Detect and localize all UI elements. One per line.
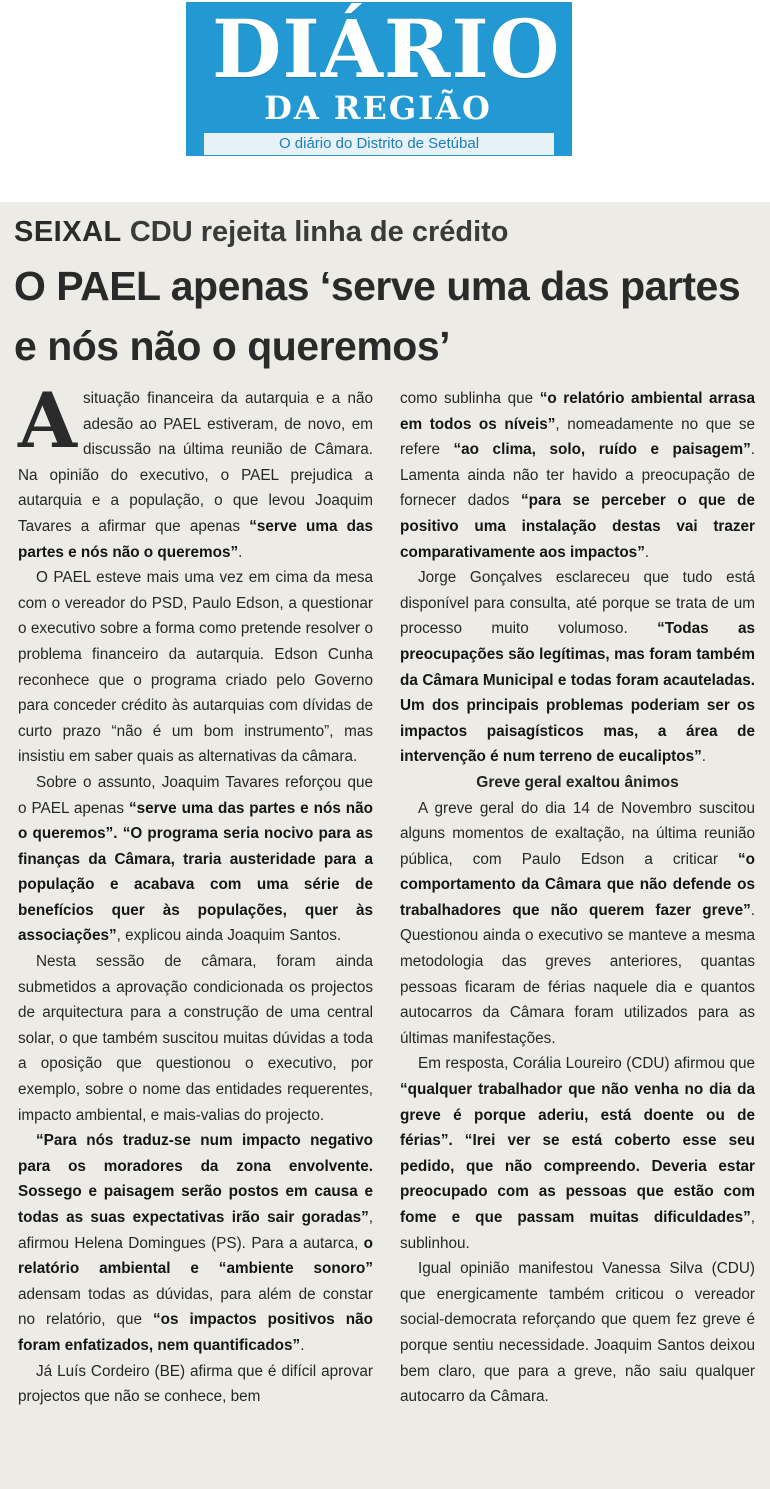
section-subhead: Greve geral exaltou ânimos	[476, 773, 679, 791]
paragraph: Asituação financeira da autarquia e a não adesão ao PAEL estiveram, de novo, em discussão na última reunião de Câmara. Na opinião do executivo, o PAEL prejudica a autarquia e a população, o que levou Joaquim Tavares a afirmar que apenas “serve uma das partes e nós não o queremos”.	[18, 376, 373, 561]
paragraph: Nesta sessão de câmara, foram ainda submetidos a aprovação condicionada os projectos de arquitectura para a construção de uma central solar, o que também suscitou muitas dúvidas a toda a oposição que questionou o executivo, por exemplo, sobre o nome das entidades requerentes, impacto ambiental, e mais-valias do projecto.	[18, 953, 373, 1124]
article-column-right	[400, 386, 755, 1410]
paragraph: como sublinha que “o relatório ambiental arrasa em todos os níveis”, nomeadamente no que se refere “ao clima, solo, ruído e paisagem”. Lamenta ainda não ter havido a preocupação de fornecer dados “para se perceber o que de positivo uma instalação destas vai trazer comparativamente aos impactos”.	[400, 390, 756, 561]
paragraph: Jorge Gonçalves esclareceu que tudo está disponível para consulta, até porque se trata de um processo muito volumoso. “Todas as preocupações são legítimas, mas foram também da Câmara Municipal e todas foram acauteladas. Um dos principais problemas poderiam ser os impactos paisagísticos mas, a área de intervenção é num terreno de eucaliptos”.	[400, 569, 755, 766]
logo-title-bottom: DA REGIÃO	[264, 89, 492, 127]
article-clipping	[0, 202, 770, 1489]
drop-cap: A	[18, 376, 77, 465]
newspaper-logo	[186, 2, 572, 156]
paragraph: Sobre o assunto, Joaquim Tavares reforçou que o PAEL apenas “serve uma das partes e nós não o queremos”. “O programa seria nocivo para as finanças da Câmara, traria austeridade para a população e acabava com uma série de benefícios quer às populações, quer às associações”, explicou ainda Joaquim Santos.	[18, 773, 373, 945]
paragraph: A greve geral do dia 14 de Novembro suscitou alguns momentos de exaltação, na última reunião pública, com Paulo Edson a criticar “o comportamento da Câmara que não defende os trabalhadores que não querem fazer greve”. Questionou ainda o executivo se manteve a mesma metodologia das greves anteriores, quantas pessoas ficaram de férias naquele dia e quantos autocarros da Câmara foram utilizados para as últimas manifestações.	[400, 799, 755, 1047]
logo-tagline: O diário do Distrito de Setúbal	[204, 133, 554, 155]
kicker-text: CDU rejeita linha de crédito	[129, 216, 509, 248]
article-column-left	[18, 376, 373, 1410]
paragraph: Em resposta, Corália Loureiro (CDU) afirmou que “qualquer trabalhador que não venha no dia da greve é porque aderiu, está doente ou de férias”. “Irei ver se está coberto esse seu pedido, que não compreendo. Deveria estar preocupado com as pessoas que estão com fome e que passam muitas dificuldades”, sublinhou.	[400, 1055, 755, 1252]
article-headline: O PAEL apenas ‘serve uma das partes e nós não o queremos’	[14, 263, 741, 369]
paragraph: Já Luís Cordeiro (BE) afirma que é difícil aprovar projectos que não se conhece, bem	[18, 1362, 373, 1406]
paragraph: O PAEL esteve mais uma vez em cima da mesa com o vereador do PSD, Paulo Edson, a questionar o executivo sobre a forma como pretende resolver o problema financeiro da autarquia. Edson Cunha reconhece que o programa criado pelo Governo para conceder crédito às autarquias com dívidas de curto prazo “não é um bom instrumento”, mas insistiu em saber quais as alternativas da câmara.	[18, 569, 373, 766]
logo-title-top: DIÁRIO	[212, 2, 561, 96]
article-kicker	[14, 212, 754, 252]
paragraph: “Para nós traduz-se num impacto negativo para os moradores da zona envolvente. Sossego e paisagem serão postos em causa e todas as suas expectativas irão sair goradas”, afirmou Helena Domingues (PS). Para a autarca, o relatório ambiental e “ambiente sonoro” adensam todas as dúvidas, para além de constar no relatório, que “os impactos positivos não foram enfatizados, nem quantificados”.	[18, 1132, 373, 1354]
kicker-place: SEIXAL	[14, 216, 122, 248]
paragraph: Igual opinião manifestou Vanessa Silva (CDU) que energicamente também criticou o vereador social-democrata reforçando que quem fez greve é porque sentiu necessidade. Joaquim Santos deixou bem claro, que para a greve, não saiu qualquer autocarro da Câmara.	[400, 1260, 755, 1406]
